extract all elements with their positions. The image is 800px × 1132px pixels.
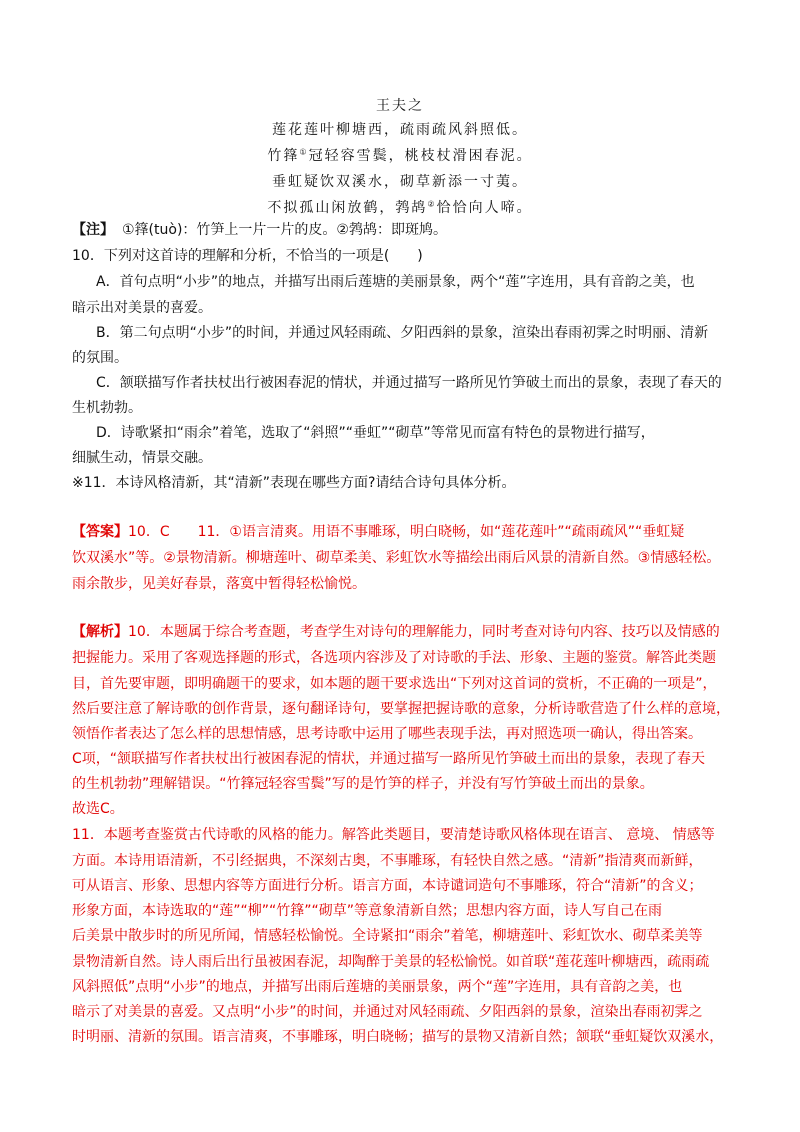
option-d: D．诗歌紧扣“雨余”着笔，选取了“斜照”“垂虹”“砌草”等常见而富有特色的景物进行描写，	[96, 425, 655, 441]
analysis-line: 目，首先要审题，即明确题干的要求，如本题的题干要求选出“下列对这首词的赏析，不正确的一项是”，	[72, 676, 717, 692]
option-b-cont: 的氛围。	[72, 350, 128, 366]
poem-text: 冠轻容雪鬓，桃枝杖滑困春泥。	[308, 148, 533, 164]
poem-text: 竹箨	[267, 148, 300, 164]
analysis-line: 风斜照低”点明“小步”的地点，并描写出雨后莲塘的美丽景象，两个“莲”字连用，具有音韵之美，也	[72, 979, 683, 995]
analysis-line: 暗示了对美景的喜爱。又点明“小步”的时间，并通过对风轻雨疏、夕阳西斜的景象，渲染出春雨初霁之	[72, 1004, 703, 1020]
analysis-line: 11．本题考查鉴赏古代诗歌的风格的能力。解答此类题目，要清楚诗歌风格体现在语言、 意境、 情感等	[72, 827, 715, 843]
note-text: ①箨(tuò)：竹笋上一片一片的皮。②鹁鸪：即斑鸠。	[122, 222, 447, 238]
poem-line: 莲花莲叶柳塘西，疏雨疏风斜照低。	[272, 122, 528, 138]
analysis-line: 的生机勃勃”理解错误。“竹箨冠轻容雪鬓”写的是竹笋的样子，并没有写竹笋破土而出的景象。	[72, 776, 654, 792]
note-label: 【注】	[72, 222, 114, 238]
analysis-line: 景物清新自然。诗人雨后出行虽被困春泥，却陶醉于美景的轻松愉悦。如首联“莲花莲叶柳塘西，疏雨疏	[72, 954, 710, 970]
analysis-line: 形象方面，本诗选取的“莲”“柳”“竹箨”“砌草”等意象清新自然；思想内容方面，诗人写自己在雨	[72, 903, 663, 919]
answer-line: 饮双溪水”等。②景物清新。柳塘莲叶、砌草柔美、彩虹饮水等描绘出雨后风景的清新自然。③情感轻松。	[72, 550, 721, 566]
analysis-line	[72, 622, 720, 642]
note	[72, 220, 447, 240]
analysis-label: 【解析】	[72, 624, 128, 640]
option-c-cont: 生机勃勃。	[72, 400, 142, 416]
answer-text: 10．C 11．①语言清爽。用语不事雕琢，明白晓畅，如“莲花莲叶”“疏雨疏风”“垂虹疑	[128, 524, 685, 540]
analysis-line: 后美景中散步时的所见所闻，情感轻松愉悦。全诗紧扣“雨余”着笔，柳塘莲叶、彩虹饮水、砌草柔美等	[72, 928, 703, 944]
poem-text: 恰恰向人啼。	[436, 200, 533, 216]
analysis-line: 方面。本诗用语清新，不引经据典，不深刻古奥，不事雕琢，有轻快自然之感。“清新”指清爽而新鲜，	[72, 853, 703, 869]
footnote-marker: ②	[427, 199, 437, 209]
option-a-cont: 暗示出对美景的喜爱。	[72, 300, 212, 316]
footnote-marker: ①	[299, 147, 309, 157]
option-c: C．颔联描写作者扶杖出行被困春泥的情状，并通过描写一路所见竹笋破土而出的景象，表现了春天的	[96, 375, 722, 391]
analysis-line: C项，“颔联描写作者扶杖出行被困春泥的情状，并通过描写一路所见竹笋破土而出的景象，表现了春天	[72, 751, 706, 767]
question-11-stem: ※11．本诗风格清新，其“清新”表现在哪些方面?请结合诗句具体分析。	[72, 475, 516, 491]
option-a: A．首句点明“小步”的地点，并描写出雨后莲塘的美丽景象，两个“莲”字连用，具有音韵之美，也	[96, 274, 695, 290]
analysis-line: 时明丽、清新的氛围。语言清爽，不事雕琢，明白晓畅；描写的景物又清新自然；颔联“垂虹疑饮双溪水，	[72, 1029, 724, 1045]
analysis-line: 故选C。	[72, 801, 124, 817]
analysis-line: 然后要注意了解诗歌的创作背景，逐句翻译诗句，要掌握把握诗歌的意象，分析诗歌营造了什么样的意境，	[72, 701, 730, 717]
analysis-line: 可从语言、形象、思想内容等方面进行分析。语言方面，本诗谴词造句不事雕琢，符合“清新”的含义；	[72, 878, 703, 894]
poem-author: 王夫之	[376, 98, 424, 114]
question-10-stem: 10．下列对这首诗的理解和分析，不恰当的一项是( )	[72, 248, 423, 264]
answer-label: 【答案】	[72, 524, 128, 540]
poem-line: 垂虹疑饮双溪水，砌草新添一寸荑。	[272, 174, 528, 190]
analysis-text: 10．本题属于综合考查题，考查学生对诗句的理解能力，同时考查对诗句内容、技巧以及情感的	[128, 624, 720, 640]
answer-line	[72, 522, 684, 542]
poem-line	[0, 146, 800, 166]
poem-line	[0, 198, 800, 218]
analysis-line: 把握能力。采用了客观选择题的形式，各选项内容涉及了对诗歌的手法、形象、主题的鉴赏。解答此类题	[72, 650, 716, 666]
poem-text: 不拟孤山闲放鹤，鹁鸪	[267, 200, 428, 216]
option-b: B．第二句点明“小步”的时间，并通过风轻雨疏、夕阳西斜的景象，渲染出春雨初霁之时明丽、清新	[96, 325, 709, 341]
analysis-line: 领悟作者表达了怎么样的思想情感，思考诗歌中运用了哪些表现手法，再对照选项一确认，得出答案。	[72, 726, 702, 742]
answer-line: 雨余散步，见美好春景，落寞中暂得轻松愉悦。	[72, 576, 366, 592]
option-d-cont: 细腻生动，情景交融。	[72, 450, 212, 466]
